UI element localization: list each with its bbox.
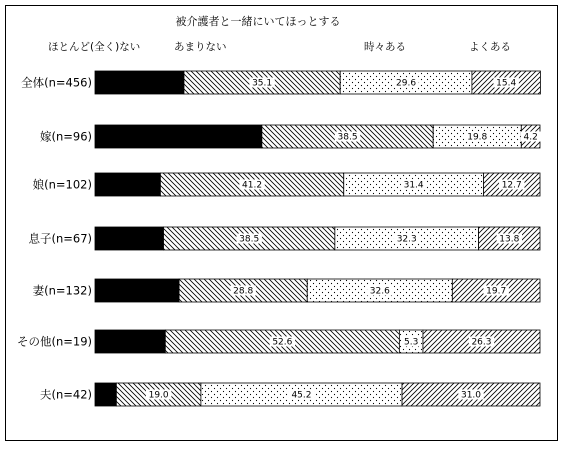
value-label: 15.4 [119,234,140,245]
bar-row [40,383,540,406]
value-label: 31.0 [460,390,482,401]
bar-row [28,227,540,250]
bar-row [21,71,540,94]
bar-row [17,330,540,353]
value-label: 52.6 [272,337,293,348]
value-label: 35.1 [252,78,273,89]
category-label: 夫(n=42) [39,387,92,402]
value-label: 32.6 [369,286,390,297]
value-label: 38.5 [337,132,358,143]
category-label: 息子(n=67) [28,231,92,246]
chart-title: 被介護者と一緒にいてほっとする [175,15,341,28]
category-label: 全体(n=456) [21,75,92,90]
value-label: 4.8 [98,390,113,401]
category-label: 娘(n=102) [32,177,92,192]
legend-label-2: あまりない [174,41,227,53]
category-label: 妻(n=132) [32,283,92,298]
value-label: 38.5 [239,234,260,245]
value-label: 37.5 [168,132,189,143]
bar-row [33,173,540,196]
value-label: 28.8 [233,286,254,297]
chart-frame [5,5,558,441]
value-label: 31.4 [403,180,424,191]
value-label: 45.2 [291,390,312,401]
value-label: 15.8 [120,337,141,348]
legend-label-4: よくある [469,41,511,53]
value-label: 5.3 [404,337,419,348]
value-label: 29.6 [396,78,417,89]
value-label: 26.3 [471,337,492,348]
value-label: 19.7 [486,286,507,297]
value-label: 12.7 [501,180,522,191]
bar-row [33,279,540,302]
legend-label-1: ほとんど(全く)ない [48,41,141,53]
value-label: 13.8 [499,234,520,245]
value-label: 18.9 [127,286,148,297]
value-label: 41.2 [242,180,263,191]
category-label: 嫁(n=96) [39,129,92,144]
bar-rows [17,71,541,406]
value-label: 4.2 [523,132,538,143]
bar-row [40,125,541,148]
category-label: その他(n=19) [16,334,92,349]
stacked-bar-chart [6,6,559,442]
value-label: 19.8 [467,132,488,143]
legend [48,40,511,53]
value-label: 32.3 [396,234,417,245]
legend-label-3: 時々ある [364,41,406,53]
value-label: 200 [130,78,149,89]
value-label: 14.7 [117,180,138,191]
value-label: 19.0 [148,390,169,401]
value-label: 15.4 [496,78,517,89]
